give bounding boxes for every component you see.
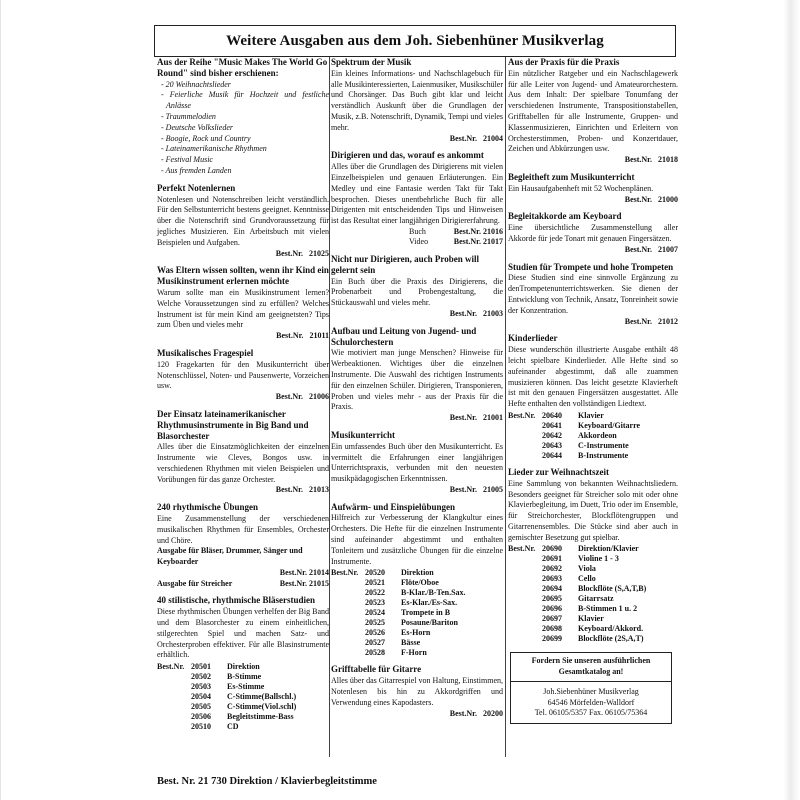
table-row: Best.Nr. 20501 Direktion [157, 662, 260, 672]
catalog-order-box [510, 652, 672, 724]
catalog-entry [508, 262, 678, 328]
entry-description: Alles über das Gitarrespiel von Haltung, Einstimmen, Notenlesen bis hin zu Akkordgriffen und Verwendung eines Kapodasters. [331, 676, 503, 707]
entry-description: Ein nützlicher Ratgeber und ein Nachschlagewerk für alle Leiter von Jugend- und Amateurorchestern. Aus dem Inhalt: Der spielbare Tonumfang der verschiedenen Instrumente, Transpositionstabellen, Grifftabellen für alle Instrumente, Gruppen- und Klassenmusizieren, Einrichten und Erleitern von Orchesterstimmen, Proben- und Konzertdauer, Zeichen und Abkürzungen usw. [508, 68, 678, 154]
entry-description: Eine Sammlung von bekannten Weihnachtsliedern. Besonders geeignet für Streicher solo mit oder ohne Klavierbegleitung, im Duett, Trio oder im Ensemble, für Streichorchester, Blockflötengruppen und Gitarrenensembles. Die Stücke sind aber auch in gemischter Besetzung gut spielbar. [508, 478, 678, 542]
order-number: Best.Nr. 21007 [624, 244, 678, 254]
entry-title: Begleitheft zum Musikunterricht [508, 171, 635, 182]
entry-title: Aus der Reihe "Music Makes The World Go Round" sind bisher erschienen: [157, 57, 328, 78]
order-number: Best.Nr. 21018 [624, 155, 678, 165]
table-row: 20643 C-Instrumente [542, 440, 629, 450]
entry-title: Musikunterricht [331, 429, 395, 440]
table-row: 20505 C-Stimme(Viol.schl) [191, 702, 297, 712]
table-row: 20506 Begleitstimme-Bass [191, 712, 294, 722]
catalog-entry [331, 57, 503, 144]
table-row: 20502 B-Stimme [191, 672, 262, 682]
catalog-entry [508, 333, 678, 461]
catalog-entry [157, 183, 329, 260]
list-item: - Aus fremden Landen [161, 165, 232, 175]
entry-description: Hilfreich zur Verbesserung der Klangkultur eines Orchesters. Die Hefte für die einzelnen Instrumente sind aufeinander abgestimmt und enthalten Tonleitern und zusätzliche Übungen für die einzelne Instrumente. [331, 513, 503, 566]
entry-title: Aus der Praxis für die Praxis [508, 57, 620, 67]
table-row: 20694 Blockflöte (S,A,T,B) [542, 584, 647, 594]
order-number: Best.Nr. 21015 [279, 578, 329, 588]
order-number: Best.Nr. 21014 [279, 568, 329, 578]
footer-order-line: Best. Nr. 21 730 Direktion / Klavierbegleitstimme [157, 776, 377, 787]
entry-description: 120 Fragekarten für den Musikunterricht über Notenschlüssel, Noten- und Pausenwerte, Vorzeichen usw. [157, 359, 329, 391]
entry-title: Der Einsatz lateinamerikanischer Rhythmusinstrumente in Big Band und Blasorchester [157, 408, 309, 441]
table-row: Best.Nr. 20690 Direktion/Klavier [508, 544, 639, 554]
entry-title: Perfekt Notenlernen [157, 182, 236, 193]
order-box-heading: Fordern Sie unseren ausführlichen Gesamtkatalog an! [511, 653, 671, 682]
publisher-city: 64546 Mörfelden-Walldorf [547, 697, 635, 707]
table-row: 20691 Violine 1 - 3 [542, 554, 619, 564]
catalog-entry [508, 57, 678, 166]
column-divider [329, 57, 330, 757]
entry-description: Ein kleines Informations- und Nachschlagebuch für alle Musikinteressierten, Laienmusiker, Musikschüler und Chorsänger. Das Buch gibt klar und leicht verständlich Auskunft über die Grundlagen der Musik, z.B. Notenschrift, Dynamik, Tempi und vieles mehr. [331, 68, 503, 132]
order-number: Best.Nr. 21025 [275, 248, 329, 258]
catalog-entry [331, 502, 503, 659]
parts-table [331, 568, 503, 658]
table-row: 20697 Klavier [542, 614, 604, 624]
catalog-entry [331, 326, 503, 424]
table-row: 20510 CD [191, 722, 239, 732]
order-number: Best.Nr. 21004 [449, 133, 503, 143]
table-row: 20528 F-Horn [365, 648, 427, 658]
entry-title: Aufwärm- und Einspielübungen [331, 501, 456, 512]
list-item: - Traummelodien [161, 111, 216, 121]
catalog-entry [157, 409, 329, 496]
entry-title: Aufbau und Leitung von Jugend- und Schulorchestern [331, 325, 477, 347]
entry-title: Begleitakkorde am Keyboard [508, 211, 622, 222]
table-row: 20693 Cello [542, 574, 596, 584]
catalog-entry [157, 348, 329, 403]
table-row: 20695 Gitarrsatz [542, 594, 614, 604]
catalog-entry [157, 265, 329, 342]
table-row: 20522 B-Klar./B-Ten.Sax. [365, 588, 466, 598]
publisher-name: Joh.Siebenhüner Musikverlag [543, 687, 639, 697]
order-number: Best.Nr. 21003 [449, 308, 503, 318]
entry-description: Eine Zusammenstellung der verschiedenen musikalischen Rhythmen für Ensembles, Orchester und Chöre. [157, 514, 329, 545]
entry-description: Ein Buch über die Praxis des Dirigierens, die Probenarbeit und Probengestaltung, die Stückauswahl und vieles mehr. [331, 276, 503, 308]
parts-table [157, 662, 329, 732]
column-middle [331, 57, 503, 725]
list-item: - Boogie, Rock und Country [161, 133, 251, 143]
order-number: Best.Nr. 21001 [449, 413, 503, 423]
list-item: - Festival Music [161, 155, 213, 165]
list-item: - Lateinamerikanische Rhythmen [161, 144, 267, 154]
entry-description: Alles über die Einsatzmöglichkeiten der einzelnen Instrumente wie Cleves, Bongos usw. in verschiedenen Rhythmen mit vielen Beispielen und Vorübungen für das ganze Orchester. [157, 442, 329, 484]
order-number: Best.Nr. 21013 [275, 485, 329, 495]
entry-description: Warum sollte man ein Musikinstrument lernen? Welche Voraussetzungen sind zu erfüllen? Welches Instrument ist für mein Kind am geeignetsten? Tips zum Üben und vieles mehr [157, 287, 329, 330]
page-shadow [682, 0, 800, 800]
entry-title: Was Eltern wissen sollten, wenn ihr Kind ein Musikinstrument erlernen möchte [157, 265, 329, 287]
catalog-entry [331, 430, 503, 496]
list-item: - 20 Weihnachtslieder [161, 79, 231, 89]
catalog-entry [508, 467, 678, 645]
table-row: Best.Nr. 20640 Klavier [508, 410, 604, 420]
format-list [331, 227, 503, 248]
entry-title: Lieder zur Weihnachtszeit [508, 466, 609, 477]
entry-description: Diese rhythmischen Übungen verhelfen der Big Band und dem Blasorchester zu einem einheitlichen, stilgerechten Spiel und machen Satz- und Orchesterproben effektiver. Für alle Blasinstrumente erhältlich. [157, 607, 329, 660]
series-block [157, 57, 329, 177]
entry-title: Nicht nur Dirigieren, auch Proben will gelernt sein [331, 253, 480, 275]
entry-description: Alles über die Grundlagen des Dirigierens mit vielen Einzelbeispielen und genauen Erläuterungen. Ein Medley und eine Fantasie werden Takt für Takt besprochen. Dieses unentbehrliche Buch für alle Dirigenten mit entscheidenden Tips und Hinweisen ist das Resultat einer langjährigen Dirigiererfahrung. [331, 162, 503, 226]
order-number: Best.Nr. 20200 [449, 708, 503, 718]
entry-title: Dirigieren und das, worauf es ankommt [331, 150, 484, 161]
table-row: 20527 Bässe [365, 638, 421, 648]
entry-description: Eine übersichtliche Zusammenstellung aller Akkorde für jede Tonart mit genauen Fingersätzen. [508, 223, 678, 243]
edition-label: Ausgabe für Bläser, Drummer, Sänger und Keyboarder [157, 546, 303, 567]
table-row: 20696 B-Stimmen 1 u. 2 [542, 604, 638, 614]
table-row: 20526 Es-Horn [365, 628, 431, 638]
table-row: 20644 B-Instrumente [542, 450, 629, 460]
table-row: 20642 Akkordeon [542, 430, 617, 440]
entry-title: Kinderlieder [508, 333, 558, 344]
entry-description: Diese wunderschön illustrierte Ausgabe enthält 48 leicht spielbare Kinderlieder. Alle Hefte sind so aufeinander abgestimmt, daß alle zuammen musizieren können. Das leicht gesetzte Klavierheft ist mit den genauen Fingersätzen ausgestattet. Alle Hefte enthalten den vollständigen Liedtext. [508, 345, 678, 409]
table-row: Video Best.Nr. 21017 [409, 237, 503, 247]
list-item: - Feierliche Musik für Hochzeit und festliche Anlässe [161, 90, 329, 111]
entry-description: Notenlesen und Notenschreiben leicht verständlich. Für den Selbstunterricht bestens geeignet. Kenntnisse über die Notenschrift sind Grundvoraussetzung für jegliches Musizieren. Ein Arbeitsbuch mit vielen Beispielen und Aufgaben. [157, 194, 329, 247]
table-row: 20523 Es-Klar./Es-Sax. [365, 598, 458, 608]
catalog-entry [157, 595, 329, 732]
table-row: 20525 Posaune/Bariton [365, 618, 458, 628]
edition-row [157, 579, 329, 590]
table-row: Buch Best.Nr. 21016 [409, 226, 503, 236]
entry-title: Musikalisches Fragespiel [157, 347, 254, 358]
order-number: Best.Nr. 21011 [276, 331, 329, 341]
entry-title: Spektrum der Musik [331, 57, 412, 67]
column-divider [505, 57, 506, 757]
list-item: - Deutsche Volkslieder [161, 122, 233, 132]
entry-description: Ein umfassendes Buch über den Musikunterricht. Es vermittelt die Erfahrungen einer langjährigen Unterrichtspraxis, verbunden mit den neuesten musikpädagogischen Erkenntnissen. [331, 441, 503, 484]
publisher-phone: Tel. 06105/5357 Fax. 06105/75364 [534, 708, 648, 718]
catalog-entry [331, 150, 503, 248]
parts-table [508, 411, 678, 461]
table-row: 20504 C-Stimme(Ballschl.) [191, 692, 297, 702]
table-row: 20641 Keyboard/Gitarre [542, 420, 641, 430]
catalog-entry [508, 211, 678, 255]
order-number: Best.Nr. 21005 [449, 484, 503, 494]
catalog-entry [157, 502, 329, 589]
entry-title: Grifftabelle für Gitarre [331, 664, 422, 675]
table-row: 20524 Trompete in B [365, 608, 451, 618]
parts-table [508, 544, 678, 644]
order-number: Best.Nr. 21012 [624, 316, 678, 326]
table-row: 20692 Viola [542, 564, 596, 574]
catalog-entry [331, 664, 503, 719]
table-row: 20698 Keyboard/Akkord. [542, 624, 644, 634]
column-right [508, 57, 678, 724]
table-row: 20521 Flöte/Oboe [365, 578, 439, 588]
series-list [157, 80, 329, 177]
publisher-address [511, 682, 671, 723]
table-row: Best.Nr. 20520 Direktion [331, 568, 434, 578]
catalog-entry [508, 172, 678, 205]
entry-title: 240 rhythmische Übungen [157, 502, 259, 513]
entry-title: Studien für Trompete und hohe Trompeten [508, 261, 674, 272]
entry-description: Diese Studien sind eine sinnvolle Ergänzung zu denTrompetenunterrichtswerken. Sie dienen der Entwicklung von Technik, Ansatz, Tonreinheit sowie der Konzentration. [508, 273, 678, 315]
page-title: Weitere Ausgaben aus dem Joh. Siebenhüner Musikverlag [154, 25, 676, 57]
edition-label: Ausgabe für Streicher [157, 578, 233, 588]
entry-description: Wie motiviert man junge Menschen? Hinweise für Werbeaktionen. Wichtiges über die einzelnen Instrumente. Die Auswahl des richtigen Instruments für den einzelnen Schüler. Dirigieren, Transponieren, Proben und vieles mehr - aus der Praxis für die Praxis. [331, 348, 503, 412]
column-left [157, 57, 329, 738]
entry-description: Ein Hausaufgabenheft mit 52 Wochenplänen. [508, 183, 654, 193]
table-row: 20503 Es-Stimme [191, 682, 265, 692]
order-number: Best.Nr. 21000 [624, 194, 678, 204]
table-row: 20699 Blockflöte (2S,A,T) [542, 634, 644, 644]
entry-title: 40 stilistische, rhythmische Bläserstudien [157, 595, 316, 606]
catalog-entry [331, 254, 503, 320]
order-number: Best.Nr. 21006 [275, 392, 329, 402]
